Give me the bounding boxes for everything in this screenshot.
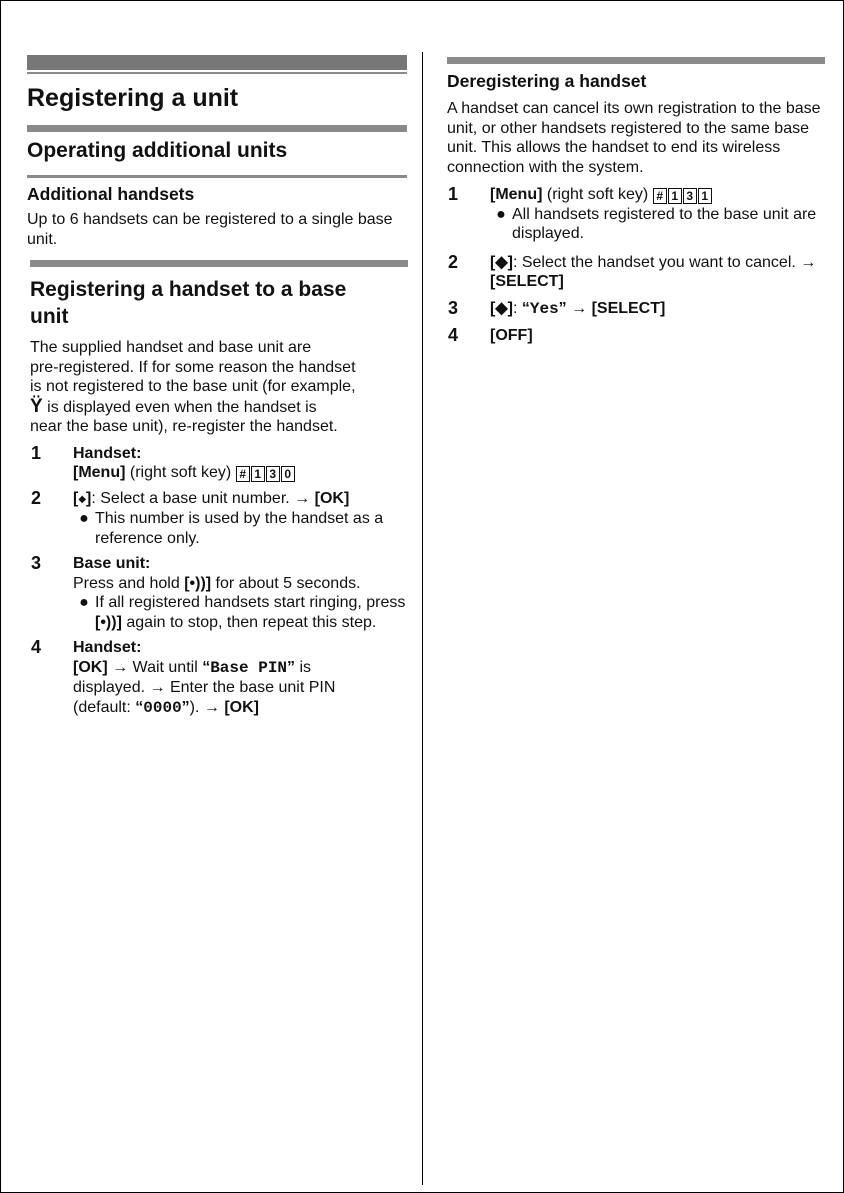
- register-title-line2: unit: [30, 305, 69, 328]
- step-number: 2: [448, 251, 459, 272]
- quote: “: [135, 698, 144, 716]
- step-number: 4: [448, 325, 459, 345]
- step-text: Enter the base unit PIN: [165, 679, 336, 696]
- quote: ”: [181, 698, 190, 716]
- deregister-step-3: [447, 299, 825, 320]
- step-text: for about 5 seconds.: [211, 574, 361, 592]
- step-number: 2: [31, 487, 42, 508]
- step-text: displayed.: [73, 679, 150, 696]
- select-key: [SELECT]: [490, 273, 564, 290]
- step-label: Handset:: [73, 639, 142, 656]
- section-title: Operating additional units: [27, 139, 288, 162]
- default-pin: 0000: [143, 698, 182, 717]
- bullet-text: All handsets registered to the base unit are displayed.: [512, 205, 817, 242]
- menu-key: [Menu]: [490, 186, 543, 203]
- bullet-icon: ●: [496, 205, 506, 223]
- step-text: Press and hold: [73, 574, 185, 592]
- nav-arrow-icon: ◆: [78, 493, 87, 505]
- nav-key: [: [73, 489, 79, 507]
- title-rule: [27, 72, 407, 74]
- quote: ”: [558, 299, 567, 317]
- register-step-3: [30, 554, 407, 632]
- step-text: : Select the handset you want to cancel.: [512, 253, 801, 271]
- arrow-icon: →: [112, 658, 129, 676]
- step-text: ).: [189, 698, 204, 716]
- step-text: is: [295, 658, 312, 676]
- right-column: [447, 0, 825, 346]
- left-column: [27, 0, 407, 718]
- select-key: [SELECT]: [591, 299, 666, 317]
- ok-key: [OK]: [73, 658, 108, 676]
- ok-key: [OK]: [314, 489, 350, 507]
- arrow-icon: →: [800, 253, 817, 271]
- off-key: [OFF]: [490, 327, 533, 344]
- bullet-text: If all registered handsets start ringing, press: [95, 594, 406, 611]
- arrow-icon: →: [294, 489, 311, 507]
- register-step-2: [30, 489, 407, 549]
- column-divider: [422, 52, 423, 1185]
- locator-key: [•))]: [184, 574, 212, 592]
- step-text: : Select a base unit number.: [91, 489, 295, 507]
- arrow-icon: →: [203, 698, 220, 716]
- key-digit: 1: [251, 466, 265, 482]
- quote: ”: [287, 658, 296, 676]
- deregister-body: A handset can cancel its own registration to the base unit, or other handsets registered to the same base unit. This allows the handset to end its wireless connection with the system.: [447, 100, 821, 176]
- key-digit: 3: [266, 466, 280, 482]
- arrow-icon: →: [566, 299, 592, 317]
- bullet-text: This number is used by the handset as a reference only.: [95, 510, 384, 547]
- subsection-title-additional: Additional handsets: [27, 184, 195, 204]
- nav-key: [◆]: [490, 253, 513, 271]
- deregister-bar: [447, 57, 825, 64]
- deregister-title: Deregistering a handset: [447, 71, 647, 91]
- step-text: Wait until: [128, 658, 203, 676]
- no-signal-icon: Ÿ: [30, 395, 43, 417]
- bullet-text: again to stop, then repeat this step.: [121, 613, 377, 631]
- quote: “: [202, 658, 211, 676]
- nav-key: ]: [86, 489, 92, 507]
- register-intro: [30, 338, 407, 437]
- step-text: (right soft key): [542, 186, 653, 203]
- step-label: Base unit:: [73, 555, 151, 572]
- intro-line: is displayed even when the handset is: [42, 398, 317, 416]
- display-text: Yes: [529, 299, 559, 318]
- section-rule: [27, 175, 407, 178]
- nav-key: [◆]: [490, 299, 513, 317]
- register-step-4: [30, 638, 407, 718]
- step-text: :: [512, 299, 522, 317]
- key-hash: #: [653, 188, 667, 204]
- ok-key: [OK]: [224, 698, 259, 716]
- locator-key: [•))]: [95, 613, 122, 631]
- page-title: Registering a unit: [27, 84, 239, 112]
- deregister-step-4: [447, 326, 825, 346]
- step-number: 4: [31, 637, 42, 657]
- intro-line: is not registered to the base unit (for example,: [30, 378, 356, 395]
- step-text: (default:: [73, 698, 136, 716]
- deregister-step-1: [447, 185, 825, 244]
- menu-key: [Menu]: [73, 464, 126, 481]
- subsection-bar: [30, 260, 408, 267]
- quote: “: [521, 299, 530, 317]
- key-digit: 1: [698, 188, 712, 204]
- key-digit: 1: [668, 188, 682, 204]
- bullet-icon: ●: [79, 510, 89, 527]
- register-title-line1: Registering a handset to a base: [30, 278, 347, 301]
- step-number: 1: [31, 442, 42, 463]
- bullet-icon: ●: [79, 594, 89, 611]
- display-text: Base PIN: [210, 658, 288, 677]
- subsection-title-register: [30, 276, 407, 330]
- step-number: 1: [448, 184, 459, 204]
- additional-body: Up to 6 handsets can be registered to a single base unit.: [27, 211, 393, 248]
- register-step-1: [30, 444, 407, 483]
- arrow-icon: →: [149, 679, 166, 696]
- step-label: Handset:: [73, 444, 142, 462]
- title-bar: [27, 55, 407, 70]
- intro-line: near the base unit), re-register the handset.: [30, 418, 338, 435]
- key-digit: 0: [281, 466, 295, 482]
- deregister-step-2: [447, 253, 825, 292]
- intro-line: pre-registered. If for some reason the handset: [30, 358, 356, 376]
- key-digit: 3: [683, 188, 697, 204]
- step-number: 3: [448, 297, 459, 318]
- section-bar: [27, 125, 407, 132]
- step-number: 3: [31, 553, 42, 573]
- step-text: (right soft key): [125, 464, 236, 481]
- key-hash: #: [236, 466, 250, 482]
- intro-line: The supplied handset and base unit are: [30, 339, 312, 356]
